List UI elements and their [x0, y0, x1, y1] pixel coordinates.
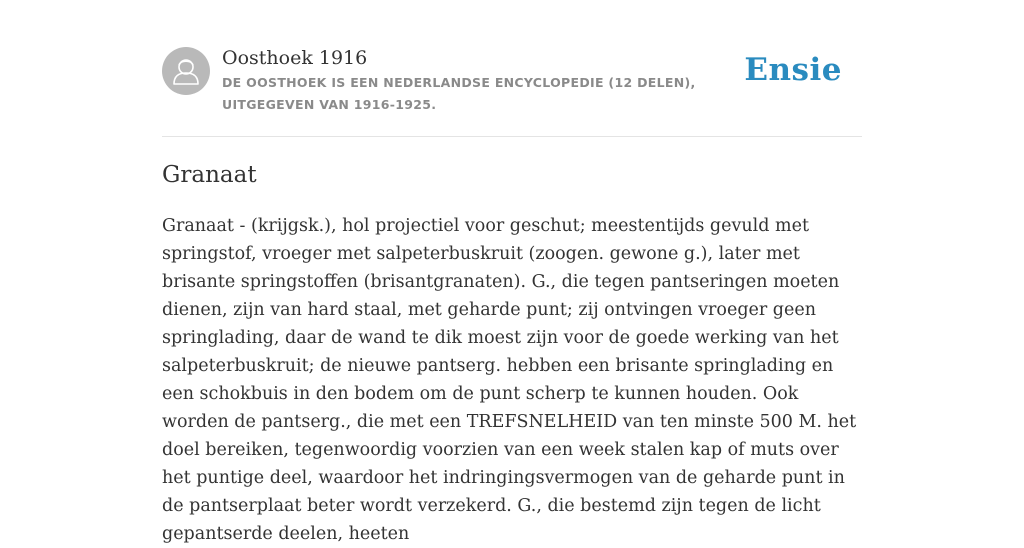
source-description: DE OOSTHOEK IS EEN NEDERLANDSE ENCYCLOPEDIE (12 DELEN), UITGEGEVEN VAN 1916-1925. [222, 75, 696, 112]
user-avatar-icon[interactable] [162, 47, 210, 95]
article-title: Granaat [162, 162, 257, 188]
source-header [162, 44, 862, 137]
avatar-silhouette-icon [162, 47, 210, 95]
source-title[interactable]: Oosthoek 1916 [222, 47, 368, 69]
article-body: Granaat - (krijgsk.), hol projectiel voor geschut; meestentijds gevuld met springstof, vroeger met salpeterbuskruit (zoogen. gewone g.), later met brisante springstoffen (brisantgranaten). G., die tegen pantseringen moeten dienen, zijn van hard staal, met geharde punt; zij ontvingen vroeger geen springlading, daar de wand te dik moest zijn voor de goede werking van het salpeterbuskruit; de nieuwe pantserg. hebben een brisante springlading en een schokbuis in den bodem om de punt scherp te kunnen houden. Ook worden de pantserg., die met een TREFSNELHEID van ten minste 500 M. het doel bereiken, tegenwoordig voorzien van een week stalen kap of muts over het puntige deel, waardoor het indringingsvermogen van de geharde punt in de pantserplaat beter wordt verzekerd. G., die bestemd zijn tegen de licht gepantserde deelen, heeten [162, 216, 857, 544]
ensie-logo-link[interactable]: Ensie [744, 52, 842, 88]
